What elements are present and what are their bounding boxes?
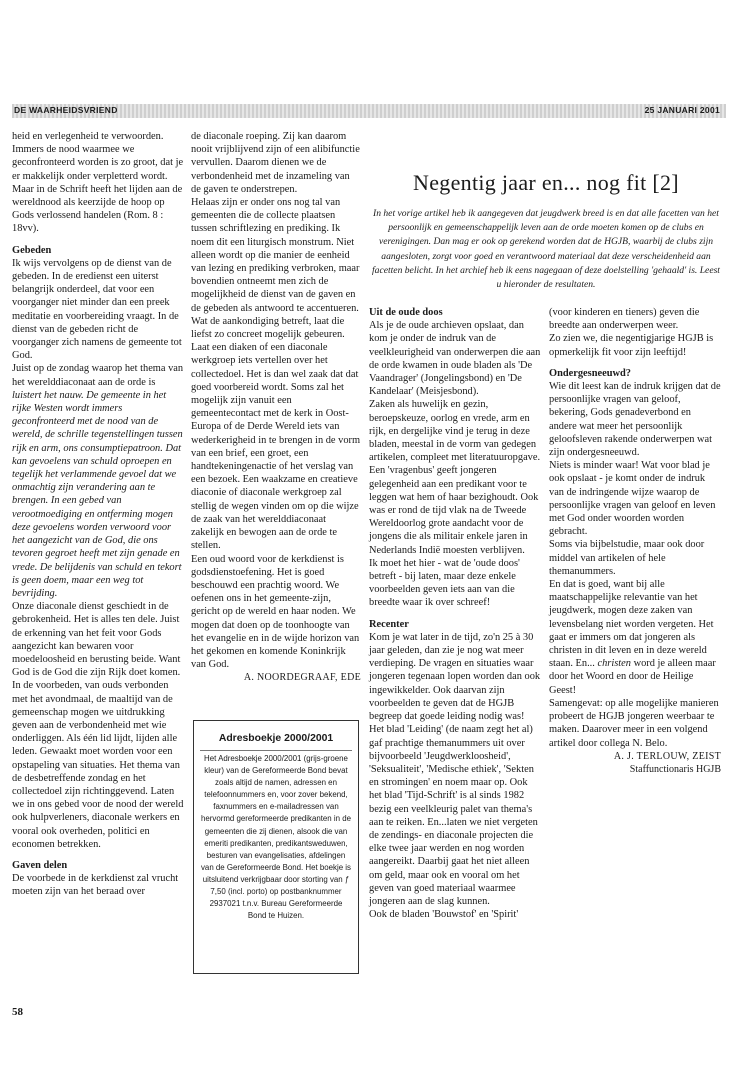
paragraph-italic: luistert het nauw. De gemeente in het rijke Westen wordt immers geconfronteerd met de nood van de wereld, de schrille tegenstellingen tussen rijk en arm, ons consumptiepatroon. Dat kan gevoelens van schuld oproepen en tegelijk het verlammende gevoel dat we onmachtig zijn verandering aan te brengen. In een gebed van verootmoediging en ontferming mogen deze gevoelens worden verwoord voor het aangezicht van de God, die ons tevoren gegroet heeft met zijn genade en vrede. De belijdenis van schuld en tekort is geen doem, maar een weg tot bevrijding.: [12, 389, 183, 599]
paragraph: heid en verlegenheid te verwoorden. Immers de nood waarmee we geconfronteerd worden is zo groot, dat je er makkelijk onder verpletterd wordt. Maar in de Schrift heeft het lijden aan de wereldnood als keerzijde de hoop op Gods verlossend handelen (Rom. 8 : 18vv).: [12, 131, 184, 235]
paragraph: In de voorbeden, van ouds verbonden met het avondmaal, de maaltijd van de gemeenschap mogen we uitdrukking geven aan de verbondenheid met wie onderliggen. Als één lid lijdt, lijden alle leden. Gewaakt moet worden voor een opstapeling van situaties. Het thema van de desbetreffende zondag en het collectedoel zijn richtinggevend. Laten we in ons gebed voor de nood der wereld ook hulpverleners, diaconale werkers en vooral ook overheden, politici en economen betrekken.: [12, 680, 184, 850]
author-signature: A. NOORDEGRAAF, EDE: [243, 672, 361, 684]
subheading-uit-de-oude-doos: Uit de oude doos: [369, 307, 443, 318]
box-text: Het Adresboekje 2000/2001 (grijs-groene kleur) van de Gereformeerde Bond bevat zoals altijd de namen, adressen en telefoonnummers en, voor zover bekend, faxnummers en e-mailadressen van hervormd gereformeerde predikanten in de gemeenten die zij dienen, alsook die van emeriti predikanten, predikantsweduwen, besturen van evangelisaties, afdelingen van de Gereformeerde Bond. Het boekje is uitsluitend verkrijgbaar door storting van ƒ 7,50 (incl. porto) op postbanknummer 2937021 t.n.v. Bureau Gereformeerde Bond te Huizen.: [200, 754, 351, 921]
article-intro: In het vorige artikel heb ik aangegeven dat jeugdwerk breed is en dat alle facetten van het persoonlijk en gemeenschappelijk leven aan de orde moeten komen op de clubs en verenigingen. Dan mag er ook op gerekend worden dat de HGJB, waarbij de clubs zijn aangesloten, zorgt voor goed en verantwoord materiaal dat deze verscheidenheid aan facetten belicht. In het archief heb ik eens nagegaan of deze doelstelling 'gehaald' is. Leest u hieronder de resultaten.: [372, 208, 720, 291]
issue-date: 25 JANUARI 2001: [644, 105, 720, 115]
paragraph: Zaken als huwelijk en gezin, beroepskeuze, oorlog en vrede, arm en rijk, en dergelijke vind je terug in deze bladen, meestal in de vorm van gedegen artikelen, compleet met literatuuropgave. Een 'vragenbus' geeft jongeren gelegenheid aan een predikant voor te leggen wat hem of haar bezighoudt. Ook was er rond de tijd vlak na de Tweede Wereldoorlog grote aandacht voor de jongens die als militair enkele jaren in Nederlands Indië moesten verblijven.: [369, 399, 541, 556]
subheading-ondergesneeuwd: Ondergesneeuwd?: [549, 367, 631, 379]
header-bar: [12, 104, 726, 118]
paragraph: Een oud woord voor de kerkdienst is godsdienstoefening. Het is goed beschouwd een prachtig woord. We oefenen ons in het gemeente-zijn, gericht op de wereld en haar noden. We mogen dat doen op de toonhoogte van het evangelie en in de wijde horizon van het gekomen en komende Koninkrijk van God.: [191, 553, 360, 671]
subheading-gaven-delen: Gaven delen: [12, 859, 68, 871]
adresboekje-box: [193, 720, 359, 974]
paragraph-part: Juist op de zondag waarop het thema van het werelddiaconaat aan de orde is: [12, 363, 184, 388]
box-divider: [200, 750, 352, 751]
paragraph: Soms via bijbelstudie, maar ook door middel van artikelen of hele themanummers.: [549, 539, 705, 577]
paragraph: Ik moet het hier - wat de 'oude doos' betreft - bij laten, maar deze enkele voorbeelden geven iets aan van die breedte waar ik over schreef!: [369, 557, 520, 609]
column-1: [12, 130, 184, 899]
paragraph: Zo zien we, die negentigjarige HGJB is opmerkelijk fit voor zijn leeftijd!: [549, 333, 714, 358]
author-signature: A. J. TERLOUW, ZEIST: [613, 750, 721, 762]
column-4: [549, 306, 721, 776]
subheading-gebeden: Gebeden: [12, 244, 52, 256]
paragraph: Kom je wat later in de tijd, zo'n 25 à 30 jaar geleden, dan zie je nog wat meer verdieping. De vragen en situaties waar jongeren tegenaan lopen worden dan ook ingewikkelder. Ook daarvan zijn voorbeelden te geven dat de HGJB begreep dat goede leiding nodig was! Het blad 'Leiding' (de naam zegt het al) gaf prachtige themanummers uit over bijvoorbeeld 'Jeugdwerkloosheid', 'Seksualiteit', 'Medische ethiek', 'Sekten en stromingen' en noem maar op. Ook het blad 'Tijd-Schrift' is al sinds 1982 bezig een veelkleurig palet van thema's aan te reiken. En...laten we niet vergeten de zendings- en diaconale projecten die elke twee jaar werden en nog worden aangereikt. Daarbij gaat het niet alleen om geld, maar ook en vooral om het geven van goed materiaal waarmee jongeren aan de slag kunnen.: [369, 631, 541, 907]
paragraph: Samengevat: op alle mogelijke manieren probeert de HGJB jongeren weerbaar te maken. Daarover meer in een volgend artikel door collega N. Belo.: [549, 697, 719, 749]
paragraph: Helaas zijn er onder ons nog tal van gemeenten die de collecte plaatsen tussen schriftlezing en prediking. Ik noem dit een liturgisch monstrum. Niet alleen wordt op die manier de eenheid van lezing en prediking verbroken, maar bovendien ontneemt men zich de mogelijkheid de dienst van de gaven en de gebeden als antwoord te accentueren.: [191, 197, 360, 314]
page-number: 58: [12, 1006, 23, 1018]
subheading-recenter: Recenter: [369, 618, 409, 630]
column-3: [369, 306, 541, 921]
column-2: [191, 130, 361, 685]
paragraph: Ook de bladen 'Bouwstof' en 'Spirit': [369, 909, 519, 921]
paragraph-part: word je alleen maar door het Woord en door de Heilige Geest!: [549, 658, 716, 696]
paragraph: Onze diaconale dienst geschiedt in de gebrokenheid. Het is alles ten dele. Juist de erkenning van het feit voor Gods aangezicht kan bewaren voor moedeloosheid en berusting beide. Want God is de God die zijn Rijk doet komen.: [12, 601, 181, 679]
paragraph-italic: christen: [597, 658, 631, 670]
box-title: Adresboekje 2000/2001: [218, 733, 334, 744]
paragraph: Ik wijs vervolgens op de dienst van de gebeden. In de eredienst een uiterst belangrijk onderdeel, dat voor een voorganger niet minder dan een preek meditatie en voorbereiding vraagt. In de dienst van de gebeden richt de voorganger zich namens de gemeente tot God.: [12, 257, 182, 362]
paragraph: (voor kinderen en tieners) geven die breedte aan onderwerpen weer.: [549, 307, 700, 332]
paragraph: Wie dit leest kan de indruk krijgen dat de persoonlijke vragen van geloof, bekering, Gods genadeverbond en andere wat meer het persoonlijk geloofsleven rakende onderwerpen wat zijn ondergesneeuwd.: [549, 381, 721, 459]
paragraph: [549, 578, 721, 697]
paragraph: De voorbede in de kerkdienst zal vrucht moeten zijn van het beraad over: [12, 873, 179, 898]
paragraph: Wat de aankondiging betreft, laat die liefst zo concreet mogelijk gebeuren. Laat een diaken of een diaconale werkgroep iets vertellen over het collectedoel. Het is dan wel zaak dat dat goed voorbereid wordt. Soms zal het mogelijk zijn vanuit een gemeentecontact met de kerk in Oost-Europa of de Derde Wereld iets van wederkerigheid in te brengen in de vorm van een brief, een groet, een handtekeningenactie of het verslag van een bezoek. Een waakzame en creatieve diaconie of diaconale werkgroep zal stellig de wegen vinden om op die wijze de zaak van het werelddiaconaat zakelijk en bewogen aan de orde te stellen.: [191, 315, 361, 552]
paragraph: Als je de oude archieven opslaat, dan kom je onder de indruk van de veelkleurigheid van onderwerpen die aan de orde kwamen in oude bladen als 'De Vaandrager' (Jongelingsbond) en 'De Kandelaar' (Meisjesbond).: [369, 320, 541, 398]
paragraph-part: En dat is goed, want bij alle maatschappelijke relevantie van het jeugdwerk, mogen deze zaken van levensbelang niet worden vergeten. Het gaat er immers om dat jongeren als christen in dit leven en in deze wereld staan. En...: [549, 579, 714, 670]
paragraph: Niets is minder waar! Wat voor blad je ook opslaat - je komt onder de indruk van de indringende wijze waarop de persoonlijke vragen van geloof en leven met God onder woorden worden gebracht.: [549, 460, 716, 538]
article-title: Negentig jaar en... nog fit [2]: [413, 170, 679, 195]
magazine-name: DE WAARHEIDSVRIEND: [14, 105, 118, 115]
paragraph: [12, 362, 184, 600]
paragraph: de diaconale roeping. Zij kan daarom nooit vrijblijvend zijn of een alibifunctie vervullen. Daarom dienen we de verbondenheid met de inzameling van de gaven te onderstrepen.: [191, 131, 360, 195]
author-role: Staffunctionaris HGJB: [629, 763, 721, 775]
